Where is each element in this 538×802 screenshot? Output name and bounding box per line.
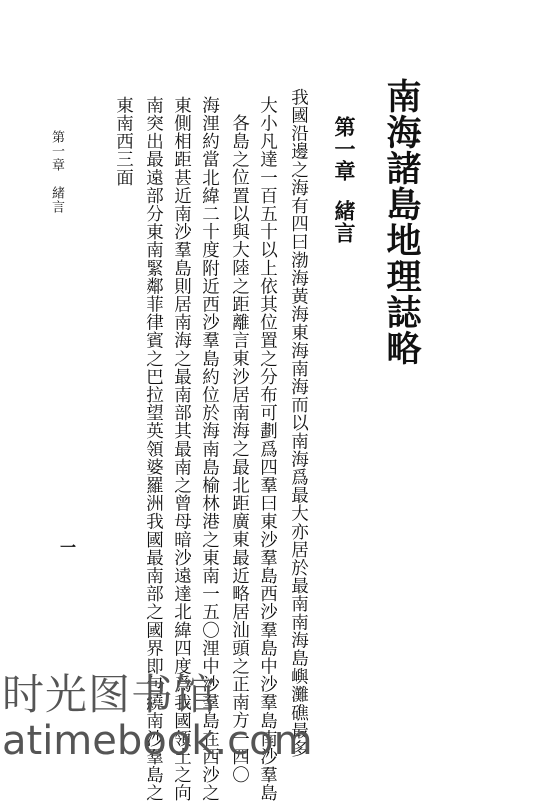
watermark-url: atimebook.com xyxy=(2,718,313,764)
body-column-1: 我國沿邊之海有四曰渤海黃海東海南海而以南海爲最大亦居於最南南海島嶼灘礁最多 xyxy=(288,88,309,758)
body-column-7: 東南西三面 xyxy=(113,96,134,187)
chapter-heading xyxy=(334,116,355,244)
body-column-3: 各島之位置以與大陸之距離言東沙居南海之最北距廣東最近略居汕頭之正南方一四〇 xyxy=(229,114,250,784)
chapter-name: 緒言 xyxy=(332,200,357,244)
page-number: 一 xyxy=(60,538,77,557)
body-column-2: 大小凡達一百五十以上依其位置之分布可劃爲四羣曰東沙羣島西沙羣島中沙羣島南沙羣島 xyxy=(257,96,278,802)
book-title: 南海諸島地理誌略 xyxy=(381,78,422,366)
chapter-number: 第一章 xyxy=(332,116,357,182)
body-column-5: 東側相距甚近南沙羣島則居南海之最南部其最南之曾母暗沙遠達北緯四度爲我國領土之向 xyxy=(171,96,192,802)
watermark-chinese: 时光图书馆 xyxy=(2,670,218,719)
running-header: 第一章 緒言 xyxy=(49,130,64,214)
body-column-4: 海浬約當北緯二十度附近西沙羣島約位於海南島榆林港之東南一五〇浬中沙羣島在西沙之 xyxy=(199,96,220,802)
body-column-6: 南突出最遠部分東南緊鄰菲律賓之巴拉望英領婆羅洲我國最南部之國界即包繞南沙羣島之 xyxy=(143,96,164,802)
